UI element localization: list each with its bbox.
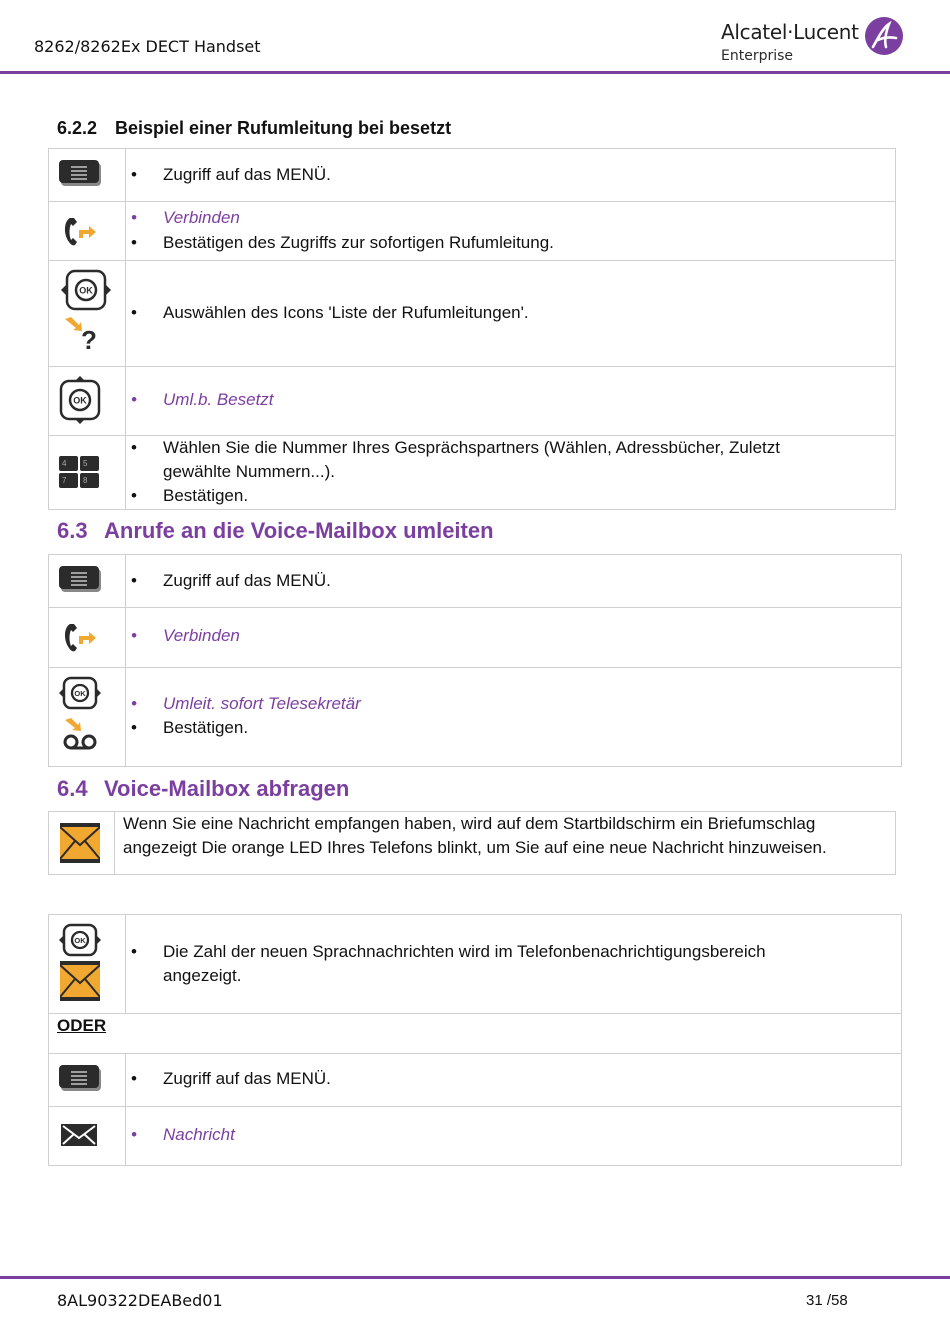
svg-text:8: 8: [83, 476, 88, 485]
step-text: • Uml.b. Besetzt: [163, 388, 274, 412]
page-number: 31 /58: [806, 1292, 848, 1309]
svg-text:OK: OK: [73, 395, 87, 406]
header-rule: [0, 71, 950, 74]
envelope-icon: [61, 1124, 99, 1148]
icon-cell: [49, 608, 126, 667]
menu-key-icon: [59, 160, 103, 188]
step-text: • Die Zahl der neuen Sprachnachrichten wird im Telefonbenachrichtigungsbereich angezeigt.: [163, 940, 843, 988]
svg-text:?: ?: [81, 325, 97, 351]
svg-text:5: 5: [83, 459, 88, 468]
forward-question-icon: [63, 315, 103, 351]
icon-cell: [49, 668, 126, 766]
step-text: • Bestätigen des Zugriffs zur sofortigen Rufumleitung.: [163, 231, 554, 255]
icon-cell: [49, 261, 126, 366]
step-text: • Zugriff auf das MENÜ.: [163, 1067, 331, 1091]
table-row: [49, 367, 895, 436]
icon-cell: [49, 915, 126, 1013]
icon-cell: [49, 367, 126, 435]
section-heading-6-3: 6.3 Anrufe an die Voice-Mailbox umleiten: [57, 518, 494, 543]
table-row: [49, 1014, 901, 1054]
step-text: • Nachricht: [163, 1123, 235, 1147]
voicemail-forward-icon: [61, 716, 101, 752]
navigator-ok-icon: [61, 269, 111, 311]
call-forward-icon: [61, 212, 101, 252]
step-text: • Bestätigen.: [163, 484, 248, 508]
brand-logo: [721, 16, 911, 66]
footer-rule: [0, 1276, 950, 1279]
step-text: • Verbinden: [163, 624, 240, 648]
logo-sub: Enterprise: [721, 48, 794, 64]
step-text: • Zugriff auf das MENÜ.: [163, 569, 331, 593]
table-row: [49, 668, 901, 766]
document-id: 8AL90322DEABed01: [57, 1291, 223, 1310]
intro-table-6-4: [48, 811, 896, 875]
svg-text:7: 7: [62, 476, 67, 485]
step-text: • Umleit. sofort Telesekretär: [163, 692, 361, 716]
menu-key-icon: [59, 1065, 103, 1093]
icon-cell: [49, 1054, 126, 1106]
steps-table-6-2-2: [48, 148, 896, 510]
icon-cell: [49, 812, 115, 874]
svg-text:OK: OK: [74, 689, 86, 698]
step-text: • Verbinden: [163, 206, 240, 230]
call-forward-icon: [61, 618, 101, 658]
alcatel-logo-icon: [864, 16, 904, 56]
table-row: [49, 261, 895, 367]
section-heading-6-4: 6.4 Voice-Mailbox abfragen: [57, 776, 350, 801]
table-row: [49, 149, 895, 202]
steps-table-6-3: [48, 554, 902, 767]
navigator-ok-icon: [59, 676, 101, 710]
svg-text:4: 4: [62, 459, 67, 468]
table-row: [49, 555, 901, 608]
table-row: [49, 915, 901, 1014]
section-heading-6-2-2: 6.2.2 Beispiel einer Rufumleitung bei besetzt: [57, 118, 452, 138]
step-text: • Bestätigen.: [163, 716, 248, 740]
icon-cell: [49, 1107, 126, 1165]
navigator-up-down-icon: [59, 376, 101, 424]
logo-brand: Alcatel·Lucent: [721, 20, 859, 44]
steps-table-6-4: [48, 914, 902, 1166]
menu-key-icon: [59, 566, 103, 594]
table-row: [49, 1107, 901, 1165]
table-row: [49, 436, 895, 509]
keypad-icon: [59, 456, 101, 490]
envelope-orange-icon: [60, 823, 100, 863]
icon-cell: [49, 202, 126, 260]
svg-text:OK: OK: [74, 936, 86, 945]
navigator-ok-icon: [59, 923, 101, 957]
step-text: • Wählen Sie die Nummer Ihres Gesprächspartners (Wählen, Adressbücher, Zuletzt gewählte Nummern...).: [163, 436, 823, 484]
svg-text:OK: OK: [79, 285, 93, 296]
icon-cell: [49, 555, 126, 607]
icon-cell: [49, 149, 126, 201]
envelope-orange-icon: [60, 961, 100, 1001]
document-title: 8262/8262Ex DECT Handset: [34, 37, 261, 56]
icon-cell: [49, 436, 126, 509]
intro-text: Wenn Sie eine Nachricht empfangen haben, wird auf dem Startbildschirm ein Briefumschlag angezeigt Die orange LED Ihres Telefons blinkt, um Sie auf eine neue Nachricht hinzuweisen.: [123, 814, 827, 857]
step-text: • Zugriff auf das MENÜ.: [163, 163, 331, 187]
step-text: • Auswählen des Icons 'Liste der Rufumleitungen'.: [163, 301, 529, 325]
alternative-label: ODER: [57, 1016, 107, 1035]
table-row: [49, 202, 895, 261]
table-row: [49, 1054, 901, 1107]
table-row: [49, 608, 901, 668]
